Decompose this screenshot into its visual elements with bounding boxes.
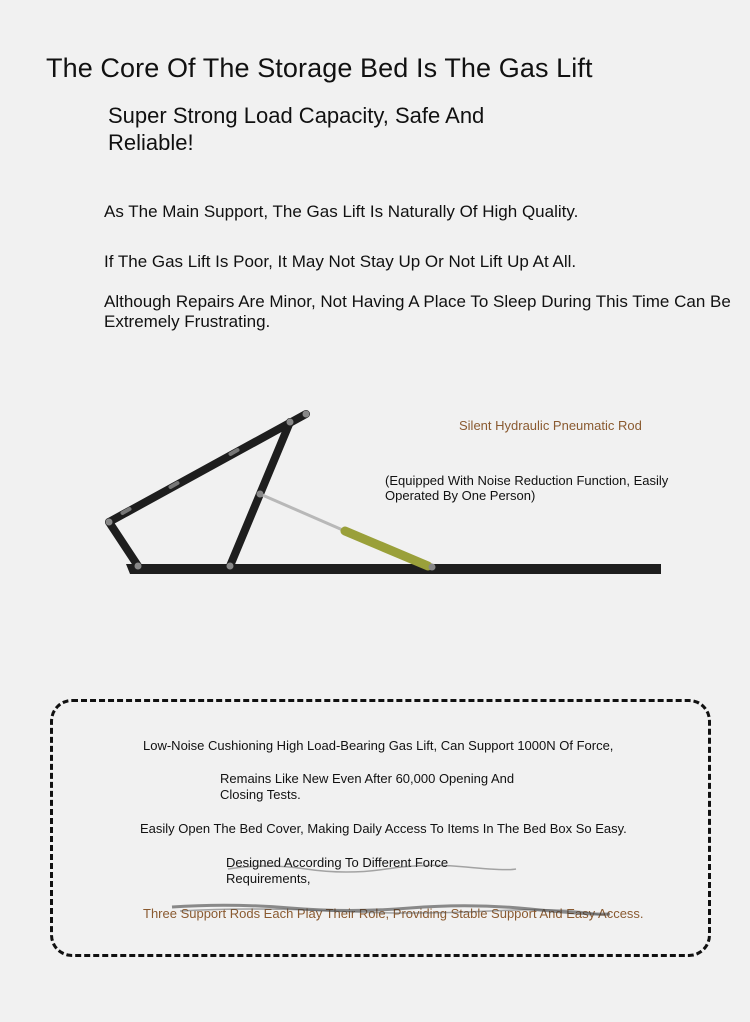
gas-rod-note: (Equipped With Noise Reduction Function, Easily Operated By One Person) (385, 473, 669, 503)
intro-paragraph-failure: If The Gas Lift Is Poor, It May Not Stay Up Or Not Lift Up At All. (104, 252, 577, 271)
intro-paragraph-quality: As The Main Support, The Gas Lift Is Naturally Of High Quality. (104, 202, 579, 221)
intro-paragraph-frustration: Although Repairs Are Minor, Not Having A Place To Sleep During This Time Can Be Extremely Frustrating. (104, 292, 731, 331)
front-arm (109, 522, 138, 566)
feature-load-capacity: Low-Noise Cushioning High Load-Bearing Gas Lift, Can Support 1000N Of Force, (143, 738, 614, 753)
page-subtitle: Super Strong Load Capacity, Safe And Reliable! (108, 103, 485, 155)
piston-rod (260, 494, 345, 531)
feature-durability: Remains Like New Even After 60,000 Opening And Closing Tests. (220, 771, 515, 802)
page-title: The Core Of The Storage Bed Is The Gas Lift (46, 53, 593, 83)
artifact-smudge-lower (170, 898, 620, 922)
artifact-smudge-upper (226, 857, 526, 879)
gas-rod-label: Silent Hydraulic Pneumatic Rod (459, 418, 642, 433)
feature-easy-access: Easily Open The Bed Cover, Making Daily Access To Items In The Bed Box So Easy. (140, 821, 627, 836)
gas-cylinder (345, 531, 428, 566)
lid-arm (109, 414, 306, 522)
base-rail (126, 564, 661, 574)
feature-three-rods: Three Support Rods Each Play Their Role, Providing Stable Support And Easy Access. (143, 906, 644, 921)
feature-force-design: Designed According To Different Force Requirements, (226, 855, 449, 886)
